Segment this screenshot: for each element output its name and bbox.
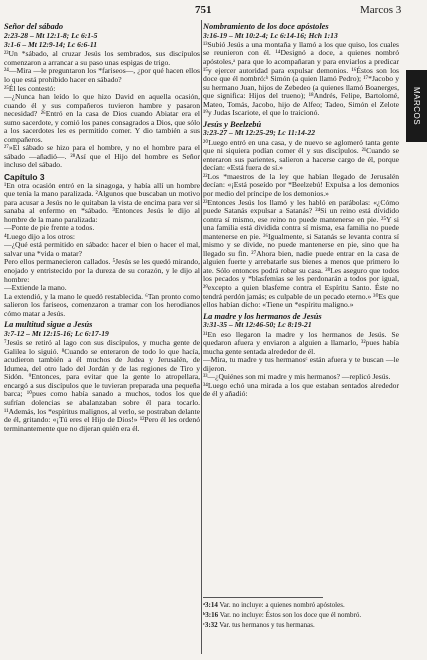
verse-paragraph: ²³Un *sábado, al cruzar Jesús los sembrados, sus discípulos comenzaron a arrancar a su paso unas espigas de trigo.	[4, 49, 200, 67]
verse-paragraph: —Mira, tu madre y tus hermanosᶜ están afuera y te buscan —le dijeron.	[203, 355, 399, 373]
verse-paragraph: ²⁴—Mira —le preguntaron los *fariseos—, ¿por qué hacen ellos lo que está prohibido hacer en sábado?	[4, 66, 200, 84]
cross-reference: 3:7-12 – Mt 12:15-16; Lc 6:17-19	[4, 328, 109, 338]
verse-paragraph: ³³—¿Quiénes son mi madre y mis hermanos? —replicó Jesús.	[203, 372, 391, 382]
verse-paragraph: ¹³Subió Jesús a una montaña y llamó a los que quiso, los cuales se reunieron con él. ¹⁴Designó a doce, a quienes nombró apóstoles,ᵃ para que lo acompañaran y para enviarlos a predicar ¹⁵y ejercer autoridad para expulsar demonios. ¹⁶Éstos son los doce que él nombró:ᵇ Simón (a quien llamó Pedro); ¹⁷*Jacobo y su hermano Juan, hijos de Zebedeo (a quienes llamó Boanerges, que significa: Hijos del trueno); ¹⁸Andrés, Felipe, Bartolomé, Mateo, Tomás, Jacobo, hijo de Alfeo; Tadeo, Simón el Zelote ¹⁹y Judas Iscariote, el que lo traicionó.	[203, 39, 399, 118]
cross-reference: 3:16-19 – Mt 10:2-4; Lc 6:14-16; Hch 1:13	[203, 30, 338, 40]
verse-paragraph: —¿Qué está permitido en sábado: hacer el bien o hacer el mal, salvar una *vida o matar?	[4, 240, 200, 258]
verse-paragraph: ²⁷»El sábado se hizo para el hombre, y no el hombre para el sábado —añadió—. ²⁸Así que el Hijo del hombre es Señor incluso del sábado.	[4, 143, 200, 170]
verse-paragraph: ²²Los *maestros de la ley que habían llegado de Jerusalén decían: «¡Está poseído por *Beelzebú! Expulsa a los demonios por medio del príncipe de los demonios.»	[203, 171, 399, 199]
verse-paragraph: ⁷Jesús se retiró al lago con sus discípulos, y mucha gente de Galilea lo siguió. ⁸Cuando se enteraron de todo lo que hacía, acudieron también a él muchos de Judea y Jerusalén, de Idumea, del otro lado del Jordán y de las regiones de Tiro y Sidón. ⁹Entonces, para evitar que la gente lo atropellara, encargó a sus discípulos que le tuvieran preparada una pequeña barca; ¹⁰pues como había sanado a muchos, todos los que sufrían dolencias se abalanzaban sobre él para tocarlo. ¹¹Además, los *espíritus malignos, al verlo, se postraban delante de él, gritando: «¡Tú eres el Hijo de Dios!» ¹²Pero él les ordenó terminantemente que no dijeran quién era él.	[4, 338, 200, 433]
footnote-divider	[203, 597, 323, 598]
verse-paragraph: ³⁴Luego echó una mirada a los que estaban sentados alrededor de él y añadió:	[203, 380, 399, 399]
section-heading: Señor del sábado	[4, 22, 64, 31]
left-column	[4, 20, 200, 654]
side-tab-label: MARCOS	[412, 86, 421, 126]
section-heading: La madre y los hermanos de Jesús	[203, 311, 322, 321]
page-header	[0, 4, 427, 18]
verse-paragraph: ⁴Luego dijo a los otros:	[4, 231, 75, 241]
book-side-tab	[406, 70, 427, 142]
verse-paragraph: ²³Entonces Jesús los llamó y les habló en parábolas: «¿Cómo puede Satanás expulsar a Satanás? ²⁴Si un reino está dividido contra sí mismo, ese reino no puede mantenerse en pie. ²⁵Y si una familia está dividida contra sí misma, esa familia no puede mantenerse en pie. ²⁶Igualmente, si Satanás se levanta contra sí mismo y se divide, no puede mantenerse en pie, sino que ha llegado su fin. ²⁷Ahora bien, nadie puede entrar en la casa de alguien fuerte y arrebatarle sus bienes a menos que primero lo ate. Sólo entonces podrá robar su casa. ²⁸Les aseguro que todos los pecados y *blasfemias se les perdonarán a todos por igual, ²⁹excepto a quien blasfeme contra el Espíritu Santo. Éste no tendrá perdón jamás; es culpable de un pecado eterno.» ³⁰Es que ellos habían dicho: «Tiene un *espíritu maligno.»	[203, 197, 399, 310]
verse-paragraph: —Ponte de pie frente a todos.	[4, 223, 95, 233]
verse-paragraph: La extendió, y la mano le quedó restablecida. ⁶Tan pronto como salieron los fariseos, comenzaron a tramar con los herodianos cómo matar a Jesús.	[4, 291, 200, 318]
cross-reference: 2:23-28 – Mt 12:1-8; Lc 6:1-5	[4, 30, 98, 40]
chapter-heading: Capítulo 3	[4, 171, 45, 182]
page-number: 751	[195, 4, 212, 16]
section-heading: La multitud sigue a Jesús	[4, 320, 93, 330]
section-heading: Jesús y Beelzebú	[203, 119, 262, 129]
right-column	[203, 20, 399, 598]
verse-paragraph: —Extiende la mano.	[4, 283, 67, 293]
footnote: ᵇ3:16 Var. no incluye: Éstos son los doce que él nombró.	[203, 611, 362, 619]
verse-paragraph: ²⁵Él les contestó:	[4, 83, 56, 93]
column-divider	[201, 20, 202, 654]
footnote: ᵃ3:14 Var. no incluye: a quienes nombró apóstoles.	[203, 601, 345, 609]
cross-reference: 3:31-35 – Mt 12:46-50; Lc 8:19-21	[203, 320, 312, 330]
cross-reference: 3:1-6 – Mt 12:9-14; Lc 6:6-11	[4, 39, 98, 49]
running-head: Marcos 3	[360, 4, 402, 16]
cross-reference: 3:23-27 – Mt 12:25-29; Lc 11:14-22	[203, 128, 315, 138]
verse-paragraph: ³¹En eso llegaron la madre y los hermanos de Jesús. Se quedaron afuera y enviaron a alguien a llamarlo, ³²pues había mucha gente sentada alrededor de él.	[203, 329, 399, 356]
footnote: ᶜ3:32 Var. tus hermanos y tus hermanas.	[203, 621, 315, 629]
verse-paragraph: —¿Nunca han leído lo que hizo David en aquella ocasión, cuando él y sus compañeros tuvieron hambre y pasaron necesidad? ²⁶Entró en la casa de Dios cuando Abiatar era el sumo sacerdote, y comió los panes consagrados a Dios, que sólo a los sacerdotes les es permitido comer. Y dio también a sus compañeros.	[4, 92, 200, 144]
verse-paragraph: ²⁰Luego entró en una casa, y de nuevo se aglomeró tanta gente que ni siquiera podían comer él y sus discípulos. ²¹Cuando se enteraron sus parientes, salieron a hacerse cargo de él, porque decían: «Está fuera de sí.»	[203, 137, 399, 173]
verse-paragraph: Pero ellos permanecieron callados. ⁵Jesús se les quedó mirando, enojado y entristecido por la dureza de su corazón, y le dijo al hombre:	[4, 257, 200, 284]
verse-paragraph: ¹En otra ocasión entró en la sinagoga, y había allí un hombre que tenía la mano paralizada. ²Algunos que buscaban un motivo para acusar a Jesús no le quitaban la vista de encima para ver si sanaba al enfermo en *sábado. ³Entonces Jesús le dijo al hombre de la mano paralizada:	[4, 180, 200, 224]
section-heading: Nombramiento de los doce apóstoles	[203, 22, 329, 31]
